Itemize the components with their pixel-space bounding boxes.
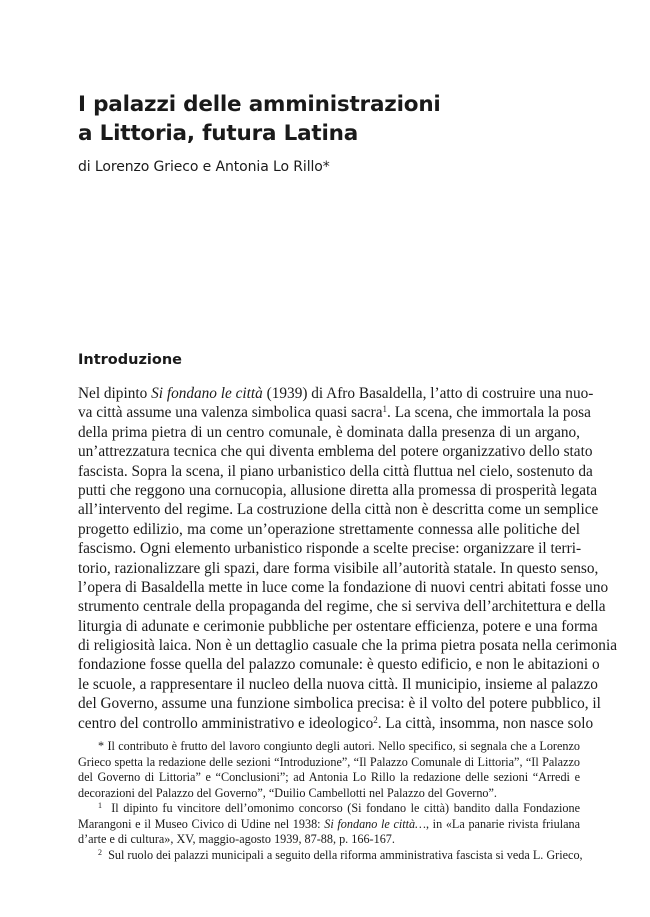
footnotes — [78, 739, 583, 863]
body-line-9: fascismo. Ogni elemento urbanistico risponde a scelte precise: organizzare il terri- — [78, 540, 582, 558]
article-header — [78, 90, 578, 177]
body-paragraph — [78, 384, 617, 733]
article-title — [78, 90, 578, 148]
body-line-6: putti che reggono una cornucopia, allusione diretta alla promessa di prosperità legata — [78, 481, 598, 499]
body-line-17: del Governo, assume una funzione simbolica precisa: è il volto del potere pubblico, il — [78, 695, 601, 713]
body-line-12: strumento centrale della propaganda del regime, che si serviva dell’architettura e della — [78, 598, 606, 616]
footnote-1-line-2: Marangoni e il Museo Civico di Udine nel 1938: Si fondano le città…, in «La panarie rivista friulana — [78, 816, 580, 831]
body-line-7: all’intervento del regime. La costruzione della città non è descritta come un semplice — [78, 501, 599, 519]
body-line-8: progetto edilizio, ma come un’operazione strettamente connessa alle politiche del — [78, 520, 580, 538]
footnote-1-line-1: $^1$ Il dipinto fu vincitore dell’omonimo concorso (Si fondano le città) bandito dalla Fondazione — [98, 801, 580, 815]
footnote-author-line-2: Grieco spetta la redazione delle sezioni “Introduzione”, “Il Palazzo Comunale di Littoria”, “Il Palazzo — [78, 754, 580, 769]
body-line-18: centro del controllo amministrativo e ideologico$^2$. La città, insomma, non nasce solo — [78, 714, 594, 732]
body-line-4: un’attrezzatura tecnica che qui diventa emblema del potere organizzativo dello stato — [78, 443, 593, 461]
body-line-11: l’opera di Basaldella mette in luce come la fondazione di nuovi centri abitati fosse uno — [78, 578, 609, 596]
footnote-author-line-4: decorazioni del Palazzo del Governo”, “Duilio Cambellotti nel Palazzo del Governo”. — [78, 785, 497, 800]
footnote-author-line-3: del Governo di Littoria” e “Conclusioni”; ad Antonia Lo Rillo la redazione delle sezioni “Arredi e — [78, 770, 580, 784]
section-heading: Introduzione — [78, 352, 182, 368]
body-line-10: torio, razionalizzare gli spazi, dare forma visibile all’autorità statale. In questo senso, — [78, 559, 599, 577]
body-line-14: di religiosità laica. Non è un dettaglio casuale che la prima pietra posata nella cerimonia — [78, 637, 617, 655]
footnote-2-number: 2 — [98, 847, 102, 857]
article-byline: di Lorenzo Grieco e Antonia Lo Rillo* — [78, 159, 330, 175]
footnote-ref-2[interactable]: 2 — [373, 714, 378, 725]
footnote-1-number: 1 — [98, 801, 102, 810]
footnote-1-line-3: d’arte e di cultura», XV, maggio-agosto 1939, 87-88, p. 166-167. — [78, 832, 395, 846]
body-line-5: fascista. Sopra la scena, il piano urbanistico della città fluttua nel cielo, sostenuto da — [78, 462, 593, 480]
painting-title: Si fondano le città — [151, 385, 263, 402]
footnote-ref-1[interactable]: 1 — [382, 404, 388, 415]
body-line-1: Nel dipinto Si fondano le città (1939) di Afro Basaldella, l’atto di costruire una nuo- — [78, 385, 594, 402]
body-line-2: va città assume una valenza simbolica quasi sacra$^1$. La scena, che immortala la posa — [78, 404, 591, 422]
body-line-3: della prima pietra di un centro comunale, è dominata dalla presenza di un argano, — [78, 423, 580, 441]
body-line-16: le scuole, a rappresentare il nucleo della nuova città. Il municipio, insieme al palazzo — [78, 675, 598, 693]
article-title-line-1: I palazzi delle amministrazioni — [78, 92, 441, 117]
body-line-15: fondazione fosse quella del palazzo comunale: è questo edificio, e non le abitazioni o — [78, 656, 600, 674]
footnote-2-line-1: $^2$ Sul ruolo dei palazzi municipali a seguito della riforma amministrativa fascista si veda L. Grieco, — [98, 847, 583, 862]
body-line-13: liturgia di adunate e cerimonie pubbliche per ostentare efficienza, potere e una forma — [78, 617, 598, 635]
article-title-line-2: a Littoria, futura Latina — [78, 121, 359, 146]
footnote-author-line-1: * Il contributo è frutto del lavoro congiunto degli autori. Nello specifico, si segnala che a Lorenzo — [98, 739, 580, 753]
